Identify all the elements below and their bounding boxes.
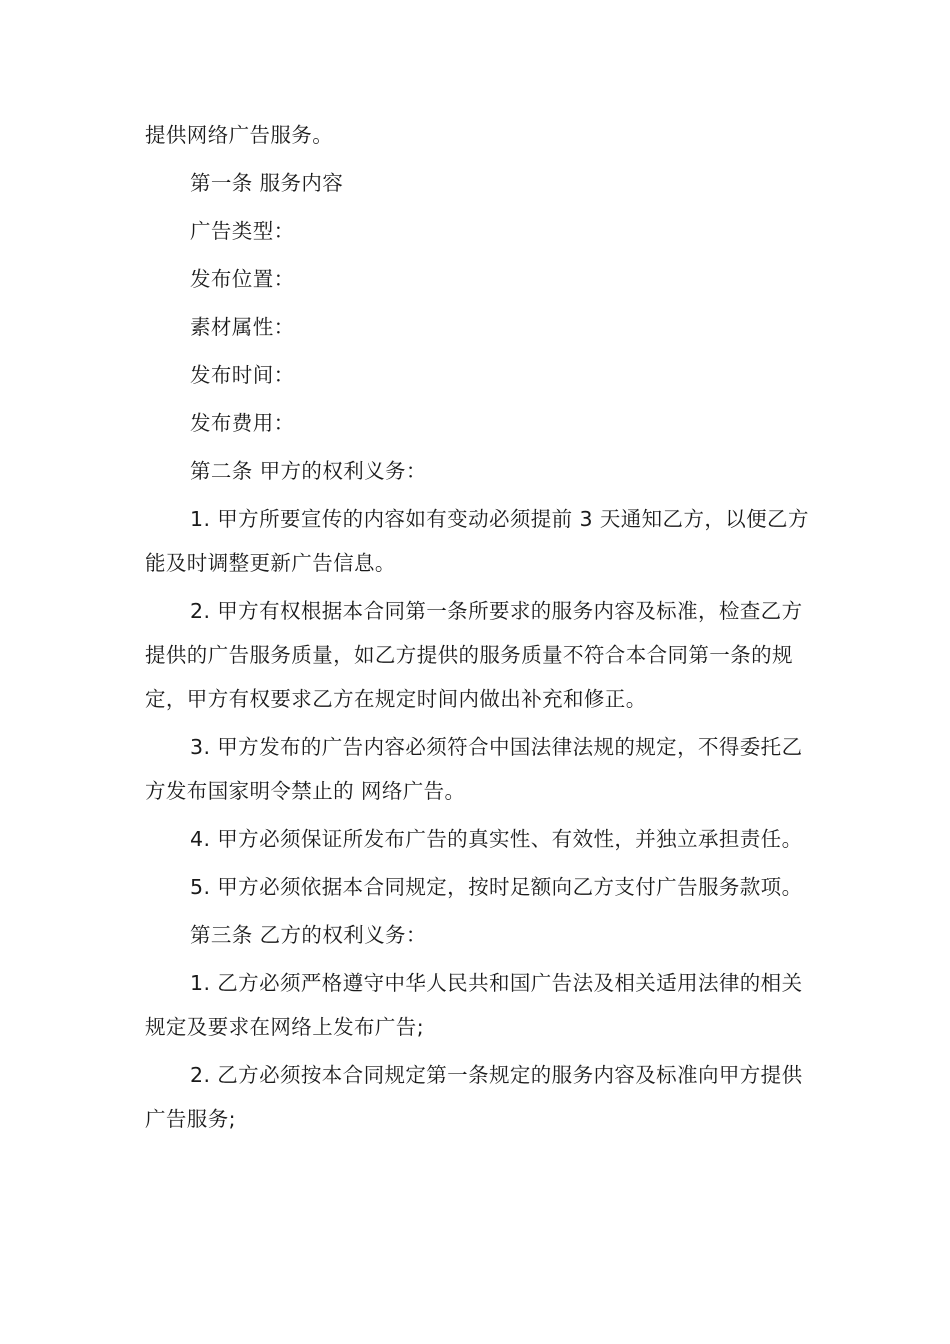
article-2-clause-2: 2. 甲方有权根据本合同第一条所要求的服务内容及标准，检查乙方提供的广告服务质量，如乙方提供的服务质量不符合本合同第一条的规定，甲方有权要求乙方在规定时间内做出补充和修正。	[145, 599, 803, 711]
article-3-clause-2: 2. 乙方必须按本合同规定第一条规定的服务内容及标准向甲方提供广告服务;	[145, 1063, 803, 1131]
article-2-clause-4: 4. 甲方必须保证所发布广告的真实性、有效性，并独立承担责任。	[190, 827, 803, 851]
article-2-heading: 第二条 甲方的权利义务：	[190, 459, 427, 483]
document-body	[145, 113, 810, 1145]
field-material-attributes: 素材属性：	[190, 315, 295, 339]
article-3-clause-1: 1. 乙方必须严格遵守中华人民共和国广告法及相关适用法律的相关规定及要求在网络上发布广告;	[145, 971, 803, 1039]
field-ad-type: 广告类型：	[190, 219, 295, 243]
field-placement: 发布位置：	[190, 267, 295, 291]
field-publish-time: 发布时间：	[190, 363, 295, 387]
article-2-clause-3: 3. 甲方发布的广告内容必须符合中国法律法规的规定，不得委托乙方发布国家明令禁止的 网络广告。	[145, 735, 803, 803]
field-publish-fee: 发布费用：	[190, 411, 295, 435]
article-3-heading: 第三条 乙方的权利义务：	[190, 923, 427, 947]
article-1-heading: 第一条 服务内容	[190, 171, 344, 195]
article-2-clause-1: 1. 甲方所要宣传的内容如有变动必须提前 3 天通知乙方，以便乙方能及时调整更新广告信息。	[145, 507, 809, 575]
paragraph-continuation: 提供网络广告服务。	[145, 123, 334, 147]
article-2-clause-5: 5. 甲方必须依据本合同规定，按时足额向乙方支付广告服务款项。	[190, 875, 803, 899]
